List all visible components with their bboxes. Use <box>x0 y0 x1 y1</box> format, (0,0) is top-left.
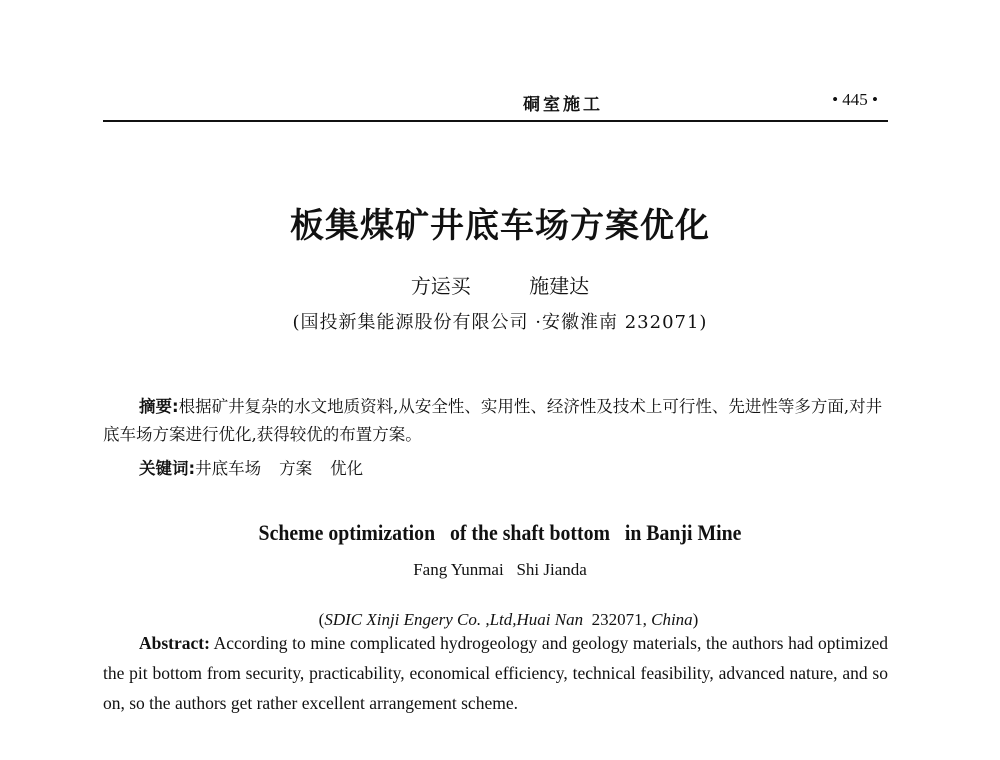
chinese-abstract-text: 根据矿井复杂的水文地质资料,从安全性、实用性、经济性及技术上可行性、先进性等多方面,对井底车场方案进行优化,获得较优的布置方案。 <box>103 397 883 444</box>
english-abstract-text: According to mine complicated hydrogeology and geology materials, the authors had optimized the pit bottom from security, practicability, economical efficiency, technical feasibility, advanced nature, and so on, so the authors get rather excellent arrangement scheme. <box>103 633 888 713</box>
chinese-abstract <box>103 393 888 449</box>
english-abstract <box>103 628 888 718</box>
keyword-1: 井底车场 <box>195 459 262 478</box>
chinese-keywords <box>139 455 381 479</box>
affiliation-org: SDIC Xinji Engery Co. ,Ltd,Huai Nan <box>324 610 584 629</box>
affiliation-open-paren: ( <box>318 610 325 629</box>
keyword-2: 方案 <box>279 459 313 478</box>
english-title: Scheme optimization of the shaft bottom in Banji Mine <box>258 520 742 545</box>
author-1-cn: 方运买 <box>410 274 471 298</box>
chinese-title: 板集煤矿井底车场方案优化 <box>290 206 710 246</box>
chinese-keywords-label: 关键词: <box>139 459 196 478</box>
running-header <box>103 88 888 116</box>
page-number: • 445 • <box>832 90 878 109</box>
chinese-affiliation: (国投新集能源股份有限公司 ·安徽淮南 232071) <box>292 312 708 333</box>
english-authors: Fang Yunmai Shi Jianda <box>413 560 587 579</box>
english-abstract-label: Abstract: <box>139 633 210 653</box>
affiliation-postcode: 232071, <box>583 610 652 629</box>
chinese-abstract-label: 摘要: <box>139 397 179 416</box>
affiliation-close-paren: ) <box>692 610 699 629</box>
affiliation-country: China <box>651 610 693 629</box>
keyword-3: 优化 <box>330 459 364 478</box>
author-2-cn: 施建达 <box>529 274 590 298</box>
chinese-authors <box>0 270 1000 299</box>
header-rule <box>103 120 888 122</box>
section-name: 硐室施工 <box>523 95 603 115</box>
